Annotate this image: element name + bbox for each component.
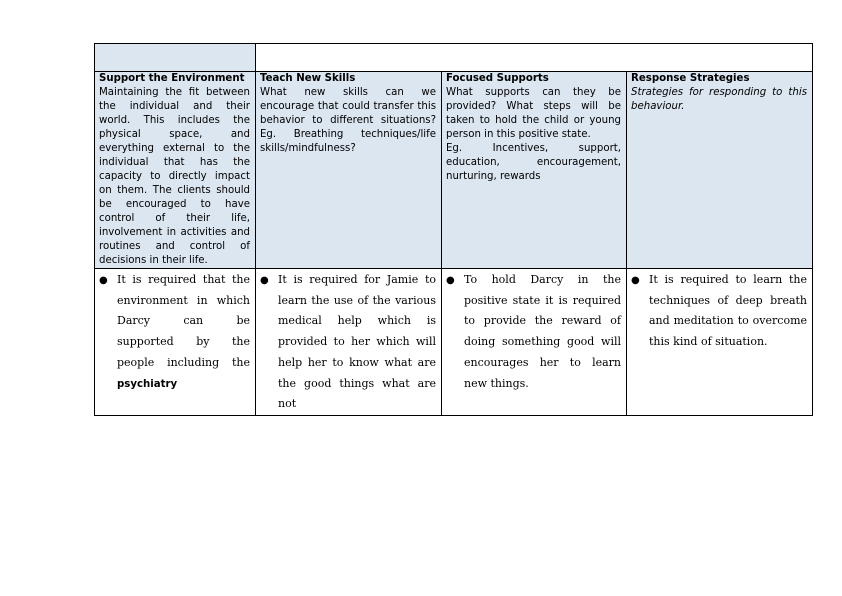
- top-left-cell: [95, 44, 256, 72]
- bullet-icon: ●: [260, 275, 269, 286]
- bullet-icon: ●: [631, 275, 640, 286]
- column-description-examples: Eg. Incentives, support, education, encouragement, nurturing, rewards: [446, 143, 621, 182]
- column-description: Strategies for responding to this behaviour.: [631, 87, 808, 112]
- response-text: It is required for Jamie to learn the use of the various medical help which is provided to her which will help her to know what are the good things what are not: [278, 273, 436, 411]
- bullet-icon: ●: [446, 275, 455, 286]
- header-row: [95, 72, 813, 269]
- response-bold-text: psychiatry: [117, 378, 178, 390]
- response-text: It is required to learn the techniques of deep breath and meditation to overcome this kind of situation.: [649, 273, 808, 349]
- table-top-row: [95, 44, 813, 72]
- column-description: What supports can they be provided? What steps will be taken to hold the child or young person in this positive state.: [446, 87, 621, 140]
- response-text: To hold Darcy in the positive state it is required to provide the reward of doing something good will encourages her to learn new things.: [464, 273, 621, 390]
- header-cell-support-environment: [95, 72, 256, 269]
- header-cell-focused-supports: [442, 72, 627, 269]
- column-description: What new skills can we encourage that could transfer this behavior to different situations? Eg. Breathing techniques/life skills/mindfulness?: [260, 87, 436, 154]
- response-cell-response-strategies: [627, 269, 813, 416]
- column-title: Focused Supports: [446, 73, 549, 84]
- header-cell-teach-new-skills: [256, 72, 442, 269]
- response-cell-focused-supports: [442, 269, 627, 416]
- top-merged-cell: [256, 44, 813, 72]
- bullet-icon: ●: [99, 275, 108, 286]
- column-description: Maintaining the fit between the individual and their world. This includes the physical space, and everything external to the individual that has the capacity to directly impact on them. The clients should be encouraged to have control of their life, involvement in activities and routines and control of decisions in their life.: [99, 87, 250, 266]
- response-cell-support-environment: [95, 269, 256, 416]
- column-title: Response Strategies: [631, 73, 750, 84]
- response-cell-teach-new-skills: [256, 269, 442, 416]
- support-plan-table: [94, 43, 813, 416]
- header-cell-response-strategies: [627, 72, 813, 269]
- column-title: Support the Environment: [99, 73, 245, 84]
- response-text: It is required that the environment in which Darcy can be supported by the people including the psychiatry: [117, 273, 250, 390]
- response-row: [95, 269, 813, 416]
- column-title: Teach New Skills: [260, 73, 356, 84]
